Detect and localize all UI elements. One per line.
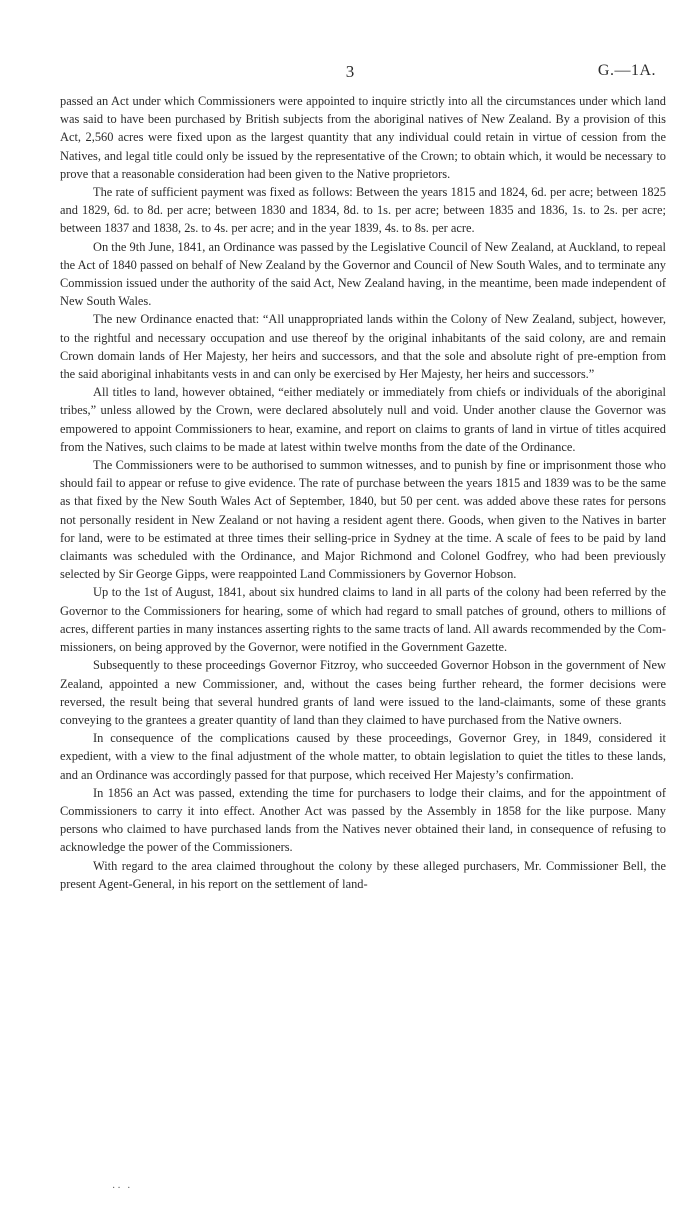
paragraph-1: passed an Act under which Commissioners were appointed to inquire strictly into all the circumstances under which land was said to have been purchased by British subjects from the aboriginal natives of New Zealand. By a provision of this Act, 2,560 acres were fixed upon as the largest quantity that any individual could retain in virtue of cession from the Natives, and legal title could only be issued by the representative of the Crown; to obtain which, it would be necessary to prove that a reasonable consideration had been given to the Native proprietors. — [60, 94, 666, 181]
paragraph-2: The rate of sufficient payment was fixed as follows: Between the years 1815 and 1824, 6d. per acre; between 1825 and 1829, 6d. to 8d. per acre; between 1830 and 1834, 8d. to 1s. per acre; between 1835 and 1836, 1s. to 2s. per acre; between 1837 and 1838, 2s. to 4s. per acre; and in the year 1839, 4s. to 8s. per acre. — [60, 185, 666, 236]
page-number: 3 — [345, 62, 355, 81]
paragraph-11: With regard to the area claimed throughout the colony by these alleged purchasers, Mr. Commissioner Bell, the present Agent-General, in his report on the settlement of land- — [60, 858, 666, 891]
paragraph-3: On the 9th June, 1841, an Ordinance was passed by the Legislative Council of New Zealand, at Auckland, to repeal the Act of 1840 passed on behalf of New Zealand by the Governor and Council of New South Wales, and to terminate any Commission issued under the authority of the said Act, New Zealand having, in the meantime, been made independent of New South Wales. — [60, 239, 666, 309]
paragraph-7: Up to the 1st of August, 1841, about six hundred claims to land in all parts of the colony had been referred by the Governor to the Commissioners for hearing, some of which had regard to small patches of ground, others to millions of acres, different parties in many instances asserting rights to the same tracts of land. All awards recommended by the Commissioners, on being approved by the Governor, were notified in the Government Gazette. — [60, 585, 666, 655]
paragraph-8: Subsequently to these proceedings Governor Fitzroy, who succeeded Governor Hobson in the government of New Zealand, appointed a new Commissioner, and, without the cases being further reheard, the former decisions were reversed, the result being that several hundred grants of land were issued to the land-claimants, some of these grants conveying to the grantees a greater quantity of land than they claimed to have purchased from the Native owners. — [60, 658, 666, 727]
paragraph-4: The new Ordinance enacted that: “All unappropriated lands within the Colony of New Zealand, subject, however, to the rightful and necessary occupation and use thereof by the original inhabitants of the said colony, are and remain Crown domain lands of Her Majesty, her heirs and successors, and that the sole and absolute right of pre-emption from the said aboriginal inhabitants vests in and can only be exercised by Her Majesty, her heirs and successors.” — [60, 312, 666, 382]
document-reference: G.—1A. — [597, 62, 656, 79]
paragraph-10: In 1856 an Act was passed, extending the time for purchasers to lodge their claims, and for the appointment of Commissioners to carry it into effect. Another Act was passed by the Assembly in 1858 for the like purpose. Many persons who claimed to have purchased lands from the Natives never obtained their land, in consequence of refusing to acknowledge the power of the Commissioners. — [60, 785, 666, 855]
body-text — [60, 92, 666, 893]
paragraph-9: In consequence of the complications caused by these proceedings, Governor Grey, in 1849, considered it expedient, with a view to the final adjustment of the whole matter, to obtain legislation to quiet the titles to these lands, and an Ordinance was accordingly passed for that purpose, which received Her Majesty’s confirmation. — [60, 731, 666, 782]
footer-mark: ·· · — [112, 1183, 133, 1194]
paragraph-6: The Commissioners were to be authorised to summon witnesses, and to punish by fine or imprisonment those who should fail to appear or refuse to give evidence. The rate of purchase between the years 1815 and 1839 was to be the same as that fixed by the New South Wales Act of September, 1840, but 50 per cent. was added above these rates for persons not personally resident in New Zealand or not having a resident agent there. Goods, when given to the Natives in barter for land, were to be estimated at three times their selling-price in Sydney at the time. A scale of fees to be paid by land claimants was scheduled with the Ordinance, and Major Richmond and Colonel Godfrey, who had been previously selected by Sir George Gipps, were reappointed Land Commissioners by Governor Hobson. — [60, 458, 666, 582]
paragraph-5: All titles to land, however obtained, “either mediately or immediately from chiefs or individuals of the aboriginal tribes,” unless allowed by the Crown, were declared absolutely null and void. Under another clause the Governor was empowered to appoint Commissioners to hear, examine, and report on claims to grants of land in virtue of titles acquired from the Natives, such claims to be made at latest within twelve months from the date of the Ordinance. — [60, 385, 666, 454]
